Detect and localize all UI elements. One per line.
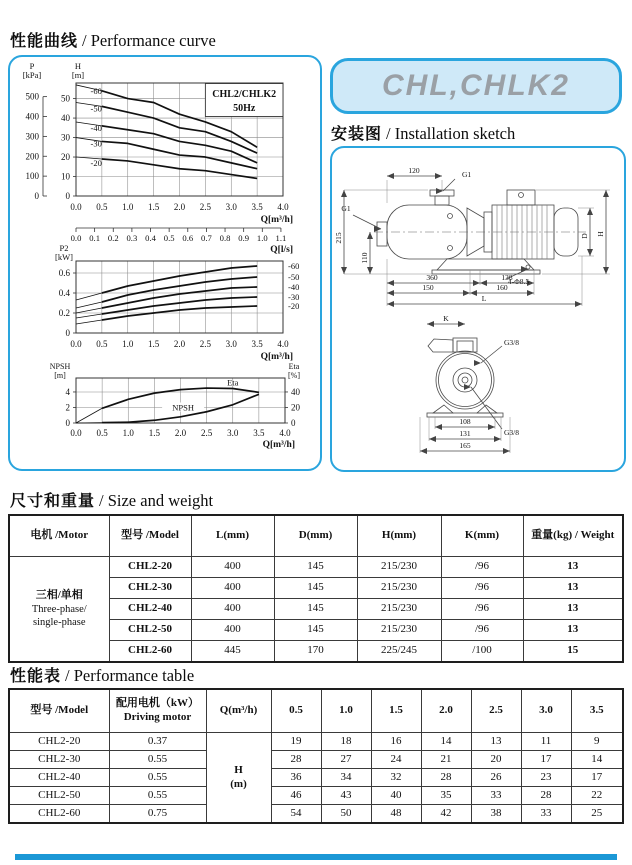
dim-label-108: 108 — [459, 417, 471, 426]
table-cell: 215/230 — [357, 578, 441, 599]
weight-cell: 13 — [523, 599, 623, 620]
head-value-cell: 48 — [371, 805, 421, 824]
svg-text:0.1: 0.1 — [89, 233, 101, 243]
dim-label-H: H — [596, 231, 605, 237]
svg-text:0: 0 — [65, 191, 70, 201]
svg-text:400: 400 — [25, 111, 39, 122]
svg-text:2.0: 2.0 — [173, 202, 186, 212]
dim-label-g38-bottom: G3/8 — [504, 428, 519, 437]
svg-text:3.0: 3.0 — [225, 339, 237, 349]
dim-label-g38-top: G3/8 — [504, 338, 519, 347]
column-header: K(mm) — [441, 515, 523, 557]
heading-en: / Performance curve — [82, 31, 216, 50]
head-value-cell: 20 — [471, 751, 521, 769]
svg-text:1.1: 1.1 — [275, 233, 287, 243]
table-cell: 145 — [274, 557, 357, 578]
svg-text:0.9: 0.9 — [238, 233, 250, 243]
head-value-cell: 18 — [321, 733, 371, 751]
q-column-header: 3.0 — [521, 689, 571, 733]
head-value-cell: 14 — [571, 751, 623, 769]
svg-text:H: H — [74, 61, 82, 71]
column-header: 型号 /Model — [9, 689, 109, 733]
svg-text:2.5: 2.5 — [201, 428, 213, 438]
table-cell: /100 — [441, 641, 523, 663]
table-cell: /96 — [441, 620, 523, 641]
table-cell: 400 — [191, 599, 274, 620]
svg-text:0.0: 0.0 — [70, 428, 82, 438]
svg-text:500: 500 — [25, 91, 39, 102]
weight-cell: 13 — [523, 578, 623, 599]
head-value-cell: 28 — [421, 769, 471, 787]
svg-text:[kW]: [kW] — [55, 252, 73, 262]
head-value-cell: 28 — [521, 787, 571, 805]
svg-text:0.5: 0.5 — [163, 233, 175, 243]
head-value-cell: 27 — [321, 751, 371, 769]
table-cell: 445 — [191, 641, 274, 663]
heading-zh: 安装图 — [331, 126, 383, 143]
svg-text:1.0: 1.0 — [122, 339, 134, 349]
svg-text:4: 4 — [65, 386, 70, 397]
motor-power-cell: 0.55 — [109, 787, 206, 805]
svg-text:0: 0 — [291, 418, 296, 428]
svg-text:1.5: 1.5 — [148, 339, 160, 349]
svg-text:0.4: 0.4 — [58, 288, 70, 298]
dim-label-131: 131 — [459, 429, 471, 438]
svg-text:0.6: 0.6 — [58, 268, 70, 278]
dim-label-165: 165 — [459, 441, 471, 450]
svg-text:-40: -40 — [288, 282, 300, 292]
svg-text:20: 20 — [61, 152, 70, 163]
model-cell: CHL2-20 — [9, 733, 109, 751]
svg-text:2.0: 2.0 — [174, 428, 187, 438]
svg-text:Q[m³/h]: Q[m³/h] — [260, 215, 293, 225]
heading-zh: 尺寸和重量 — [10, 493, 96, 510]
table-row — [9, 787, 623, 805]
head-value-cell: 33 — [471, 787, 521, 805]
svg-text:P2: P2 — [59, 243, 69, 253]
head-value-cell: 25 — [571, 805, 623, 824]
head-value-cell: 43 — [321, 787, 371, 805]
head-value-cell: 14 — [421, 733, 471, 751]
svg-text:3.5: 3.5 — [251, 202, 263, 212]
motor-power-cell: 0.55 — [109, 751, 206, 769]
svg-text:300: 300 — [25, 131, 39, 142]
model-cell: CHL2-30 — [9, 751, 109, 769]
head-value-cell: 38 — [471, 805, 521, 824]
table-cell: 145 — [274, 620, 357, 641]
head-value-cell: 17 — [571, 769, 623, 787]
dim-label-138: 138 — [501, 273, 513, 282]
head-value-cell: 11 — [521, 733, 571, 751]
svg-text:-50: -50 — [288, 272, 300, 282]
table-cell: 215/230 — [357, 557, 441, 578]
q-column-header: 1.5 — [371, 689, 421, 733]
model-cell: CHL2-30 — [109, 578, 191, 599]
svg-text:-60: -60 — [90, 85, 102, 96]
svg-text:50: 50 — [61, 93, 70, 104]
head-value-cell: 42 — [421, 805, 471, 824]
heading-en: / Performance table — [65, 666, 195, 685]
table-row — [9, 751, 623, 769]
svg-text:NPSH: NPSH — [172, 402, 194, 413]
model-cell: CHL2-20 — [109, 557, 191, 578]
head-value-cell: 26 — [471, 769, 521, 787]
svg-text:20: 20 — [291, 402, 300, 413]
head-value-cell: 35 — [421, 787, 471, 805]
head-value-cell: 22 — [571, 787, 623, 805]
table-cell: 145 — [274, 599, 357, 620]
table-cell: 215/230 — [357, 620, 441, 641]
svg-text:-30: -30 — [90, 138, 102, 149]
svg-text:0.2: 0.2 — [58, 308, 70, 318]
heading-en: / Size and weight — [99, 491, 214, 510]
svg-text:0.6: 0.6 — [182, 233, 194, 243]
product-title: CHL,CHLK2 — [382, 69, 570, 102]
column-header: D(mm) — [274, 515, 357, 557]
performance-table — [8, 688, 624, 824]
svg-text:Q[m³/h]: Q[m³/h] — [260, 352, 293, 362]
svg-text:-40: -40 — [90, 122, 102, 133]
size-table-header — [9, 515, 623, 557]
svg-text:CHL2/CHLK2: CHL2/CHLK2 — [212, 89, 277, 100]
weight-cell: 15 — [523, 641, 623, 663]
svg-text:NPSH: NPSH — [49, 362, 71, 371]
size-weight-heading — [10, 488, 213, 511]
model-cell: CHL2-60 — [9, 805, 109, 824]
q-column-header: 2.5 — [471, 689, 521, 733]
head-value-cell: 16 — [371, 733, 421, 751]
svg-text:-20: -20 — [90, 158, 102, 169]
column-header: H(mm) — [357, 515, 441, 557]
head-value-cell: 9 — [571, 733, 623, 751]
motor-power-cell: 0.55 — [109, 769, 206, 787]
motor-type-line: single-phase — [33, 616, 86, 628]
svg-text:0.7: 0.7 — [201, 233, 212, 243]
head-value-cell: 36 — [271, 769, 321, 787]
svg-text:[kPa]: [kPa] — [22, 70, 42, 80]
motor-type-cell — [9, 557, 109, 663]
table-cell: 225/245 — [357, 641, 441, 663]
heading-en: / Installation sketch — [386, 124, 516, 143]
dim-label-L: L — [481, 294, 487, 303]
svg-text:[m]: [m] — [71, 70, 85, 80]
head-value-cell: 54 — [271, 805, 321, 824]
svg-text:0: 0 — [65, 328, 70, 338]
dim-label-K: K — [443, 314, 449, 323]
head-value-cell: 40 — [371, 787, 421, 805]
svg-text:3.0: 3.0 — [227, 428, 239, 438]
svg-text:40: 40 — [291, 386, 300, 397]
svg-text:0: 0 — [65, 418, 70, 428]
h-unit-line: (m) — [230, 777, 247, 790]
table-cell: 400 — [191, 620, 274, 641]
head-value-cell: 50 — [321, 805, 371, 824]
installation-sketch-drawing — [332, 148, 620, 466]
svg-text:Q[l/s]: Q[l/s] — [270, 245, 293, 255]
head-value-cell: 32 — [371, 769, 421, 787]
svg-text:1.5: 1.5 — [148, 202, 160, 212]
h-unit-cell — [206, 733, 271, 824]
perf-table-body — [9, 733, 623, 824]
svg-text:3.0: 3.0 — [225, 202, 237, 212]
head-value-cell: 33 — [521, 805, 571, 824]
dim-label-360: 360 — [426, 273, 438, 282]
svg-text:1.5: 1.5 — [148, 428, 160, 438]
column-header: Q(m³/h) — [206, 689, 271, 733]
svg-text:0.5: 0.5 — [96, 428, 108, 438]
model-cell: CHL2-40 — [109, 599, 191, 620]
svg-text:3.5: 3.5 — [251, 339, 263, 349]
dim-label-120: 120 — [408, 166, 420, 175]
svg-text:50Hz: 50Hz — [233, 103, 256, 114]
installation-heading — [331, 121, 515, 144]
model-cell: CHL2-40 — [9, 769, 109, 787]
table-header-row — [9, 689, 623, 733]
table-cell: 170 — [274, 641, 357, 663]
svg-text:1.0: 1.0 — [256, 233, 268, 243]
dim-label-150: 150 — [422, 283, 434, 292]
svg-text:P: P — [29, 61, 35, 71]
motor-power-cell: 0.37 — [109, 733, 206, 751]
svg-text:-50: -50 — [90, 103, 102, 114]
dim-label-160: 160 — [496, 283, 508, 292]
dim-label-215: 215 — [334, 232, 343, 244]
svg-text:-60: -60 — [288, 261, 300, 271]
head-value-cell: 19 — [271, 733, 321, 751]
svg-text:0.3: 0.3 — [126, 233, 138, 243]
q-column-header: 2.0 — [421, 689, 471, 733]
svg-text:2: 2 — [65, 402, 70, 413]
header-line: Driving motor — [123, 711, 192, 723]
q-column-header: 1.0 — [321, 689, 371, 733]
heading-zh: 性能表 — [10, 668, 62, 685]
table-row — [9, 769, 623, 787]
column-header: 电机 /Motor — [9, 515, 109, 557]
dim-label-g1-left: G1 — [341, 204, 351, 213]
dim-label-110: 110 — [360, 252, 369, 264]
performance-table-heading — [10, 663, 194, 686]
svg-text:[%]: [%] — [288, 371, 300, 380]
head-value-cell: 34 — [321, 769, 371, 787]
table-cell: /96 — [441, 599, 523, 620]
column-header: 重量(kg) / Weight — [523, 515, 623, 557]
performance-charts-svg — [10, 57, 316, 465]
svg-text:2.5: 2.5 — [199, 202, 211, 212]
model-cell: CHL2-50 — [109, 620, 191, 641]
table-cell: 400 — [191, 578, 274, 599]
size-table-body — [9, 557, 623, 663]
svg-text:0: 0 — [34, 191, 39, 201]
table-cell: 145 — [274, 578, 357, 599]
head-value-cell: 23 — [521, 769, 571, 787]
q-column-header: 0.5 — [271, 689, 321, 733]
svg-text:0.5: 0.5 — [96, 339, 108, 349]
svg-text:4.0: 4.0 — [279, 428, 291, 438]
footer-accent-bar — [15, 854, 617, 860]
svg-text:0.8: 0.8 — [219, 233, 231, 243]
dim-label-g1-top: G1 — [462, 170, 472, 179]
column-header — [109, 689, 206, 733]
svg-text:1.0: 1.0 — [122, 428, 134, 438]
svg-text:-20: -20 — [288, 301, 300, 311]
head-value-cell: 17 — [521, 751, 571, 769]
q-column-header: 3.5 — [571, 689, 623, 733]
svg-text:Q[m³/h]: Q[m³/h] — [262, 440, 295, 450]
svg-text:Eta: Eta — [227, 377, 239, 388]
performance-curve-panel — [8, 55, 322, 471]
dim-label-bolt: 4-Φ8.5 — [508, 277, 530, 286]
motor-type-line: Three-phase/ — [31, 603, 87, 615]
table-cell: 400 — [191, 557, 274, 578]
svg-text:0.2: 0.2 — [107, 233, 119, 243]
table-cell: /96 — [441, 557, 523, 578]
installation-sketch-panel — [330, 146, 626, 472]
svg-text:40: 40 — [61, 113, 70, 124]
svg-text:4.0: 4.0 — [277, 339, 289, 349]
table-row — [9, 557, 623, 578]
weight-cell: 13 — [523, 557, 623, 578]
svg-text:[m]: [m] — [54, 371, 66, 380]
svg-text:0.5: 0.5 — [96, 202, 108, 212]
header-line: 配用电机（kW） — [115, 697, 200, 710]
column-header: 型号 /Model — [109, 515, 191, 557]
svg-text:Eta: Eta — [288, 362, 300, 371]
h-unit-line: H — [234, 763, 243, 776]
table-row — [9, 733, 623, 751]
motor-type-line: 三相/单相 — [35, 589, 83, 601]
product-title-box — [330, 58, 622, 114]
column-header: L(mm) — [191, 515, 274, 557]
weight-cell: 13 — [523, 620, 623, 641]
svg-text:0.0: 0.0 — [70, 339, 82, 349]
head-value-cell: 28 — [271, 751, 321, 769]
svg-text:1.0: 1.0 — [122, 202, 134, 212]
svg-text:2.5: 2.5 — [199, 339, 211, 349]
svg-text:30: 30 — [61, 132, 70, 143]
svg-text:-30: -30 — [288, 292, 300, 302]
svg-text:100: 100 — [25, 171, 39, 182]
model-cell: CHL2-60 — [109, 641, 191, 663]
table-row — [9, 805, 623, 824]
table-cell: 215/230 — [357, 599, 441, 620]
model-cell: CHL2-50 — [9, 787, 109, 805]
svg-text:0.0: 0.0 — [70, 233, 82, 243]
head-value-cell: 13 — [471, 733, 521, 751]
svg-text:4.0: 4.0 — [277, 202, 289, 212]
size-weight-table — [8, 514, 624, 663]
table-cell: /96 — [441, 578, 523, 599]
svg-text:0.0: 0.0 — [70, 202, 82, 212]
svg-text:3.5: 3.5 — [253, 428, 265, 438]
head-value-cell: 24 — [371, 751, 421, 769]
motor-power-cell: 0.75 — [109, 805, 206, 824]
svg-text:2.0: 2.0 — [173, 339, 186, 349]
perf-table-header — [9, 689, 623, 733]
svg-text:0.4: 0.4 — [145, 233, 156, 243]
svg-text:200: 200 — [25, 151, 39, 162]
table-header-row — [9, 515, 623, 557]
heading-zh: 性能曲线 — [10, 33, 79, 50]
svg-text:10: 10 — [61, 171, 70, 182]
head-value-cell: 46 — [271, 787, 321, 805]
dim-label-D: D — [580, 233, 589, 239]
head-value-cell: 21 — [421, 751, 471, 769]
performance-curve-heading — [10, 28, 216, 51]
